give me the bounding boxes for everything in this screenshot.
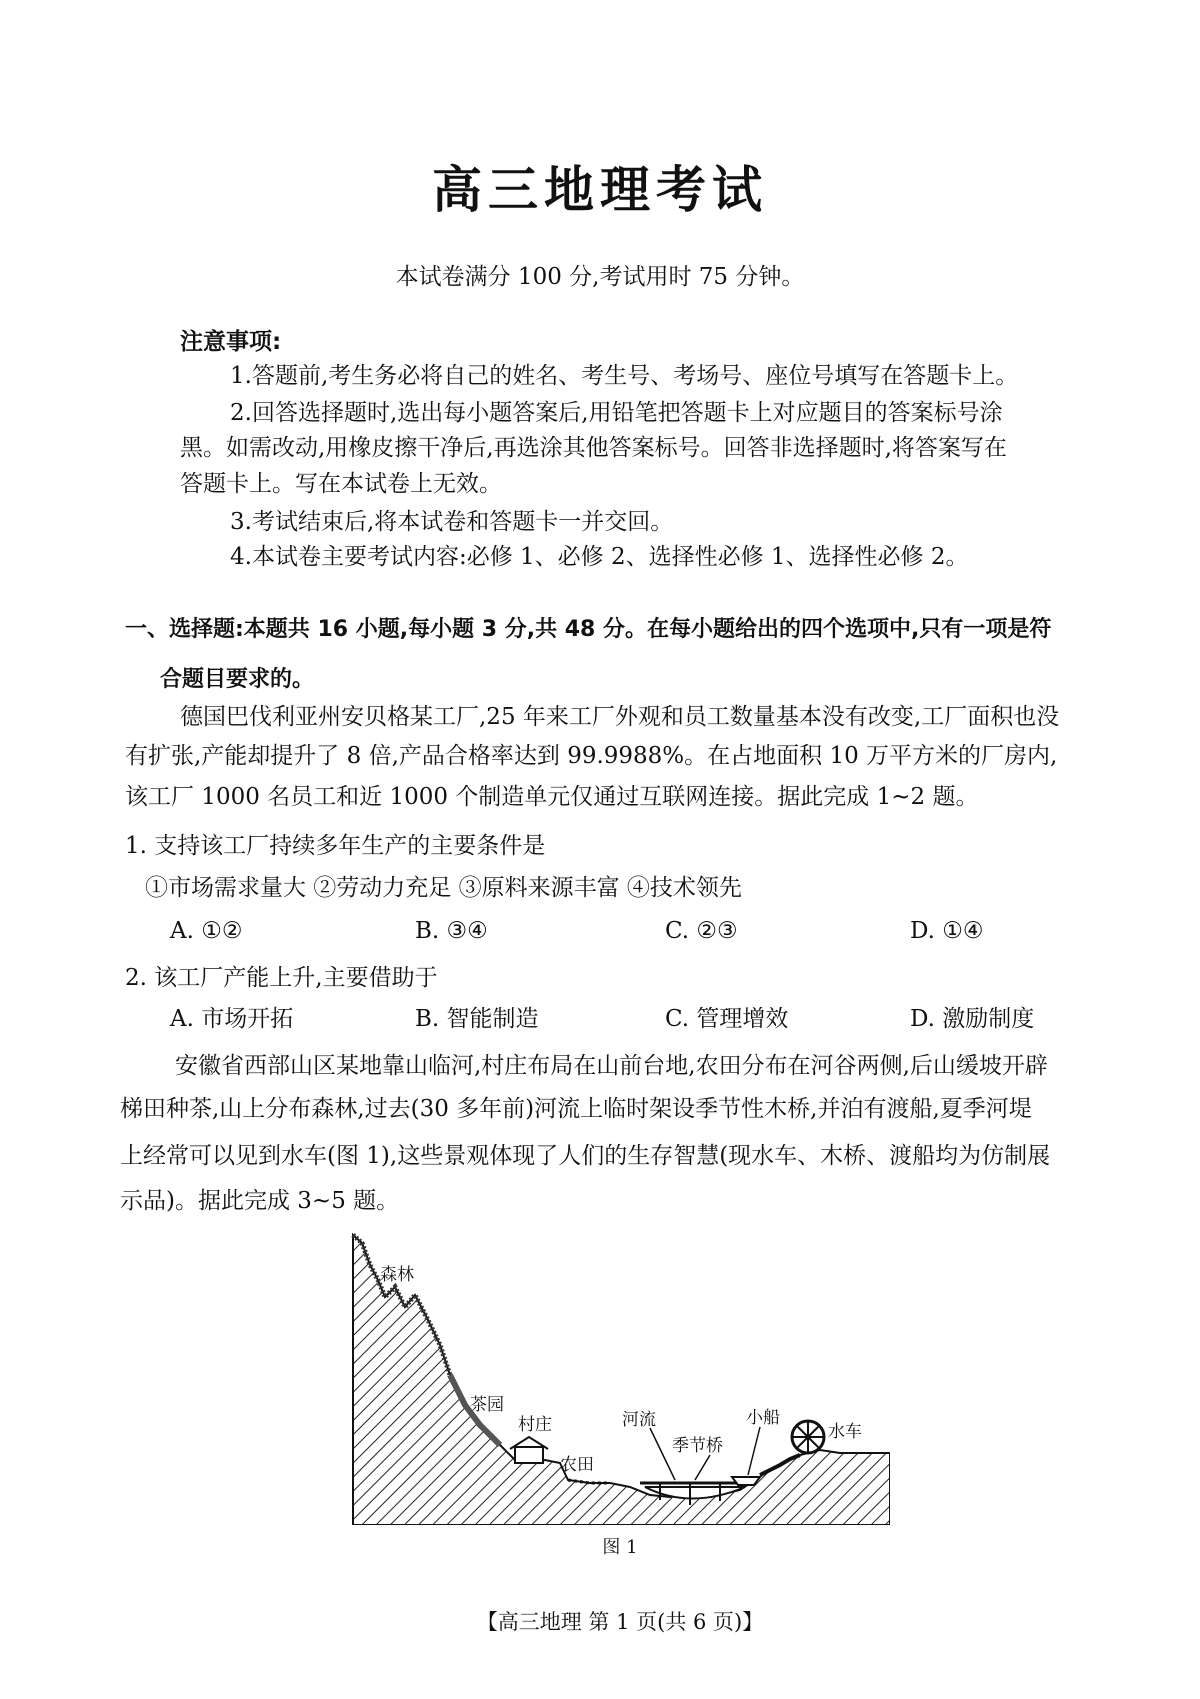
- section-heading-cont: 合题目要求的。: [160, 667, 315, 692]
- exam-subtitle: 本试卷满分 100 分,考试用时 75 分钟。: [395, 264, 805, 290]
- passage-line: 梯田种茶,山上分布森林,过去(30 多年前)河流上临时架设季节性木桥,并泊有渡船,夏季河堤: [120, 1096, 1032, 1122]
- passage-line: 上经常可以见到水车(图 1),这些景观体现了人们的生存智慧(现水车、木桥、渡船均为仿制展: [120, 1143, 1051, 1169]
- boat-icon: [732, 1477, 760, 1485]
- page-title: 高三地理考试: [432, 161, 768, 219]
- option-b: B. ③④: [415, 918, 488, 944]
- section-heading: 一、选择题:本题共 16 小题,每小题 3 分,共 48 分。在每小题给出的四个选项中,只有一项是符: [125, 617, 1052, 642]
- option-a: A. ①②: [170, 918, 243, 944]
- village-house-icon: [510, 1437, 548, 1463]
- label-bridge: 季节桥: [672, 1436, 723, 1456]
- notice-line: 1.答题前,考生务必将自己的姓名、考生号、考场号、座位号填写在答题卡上。: [230, 363, 1019, 389]
- figure-caption: 图 1: [602, 1537, 638, 1558]
- waterwheel-icon: [792, 1421, 824, 1453]
- passage-line: 该工厂 1000 名员工和近 1000 个制造单元仅通过互联网连接。据此完成 1~2 题。: [125, 784, 979, 810]
- option-b: B. 智能制造: [415, 1006, 539, 1032]
- question-stem: 1. 支持该工厂持续多年生产的主要条件是: [125, 833, 546, 859]
- passage-line: 示品)。据此完成 3~5 题。: [120, 1188, 400, 1214]
- label-tea: 茶园: [470, 1395, 504, 1415]
- label-waterwheel: 水车: [828, 1422, 862, 1442]
- option-d: D. 激励制度: [910, 1006, 1035, 1032]
- option-a: A. 市场开拓: [170, 1006, 294, 1032]
- notice-line: 4.本试卷主要考试内容:必修 1、必修 2、选择性必修 1、选择性必修 2。: [230, 544, 969, 570]
- figure-1: [350, 1225, 890, 1525]
- notice-line: 答题卡上。写在本试卷上无效。: [180, 471, 502, 497]
- option-c: C. 管理增效: [665, 1006, 789, 1032]
- label-river: 河流: [622, 1410, 656, 1430]
- page-footer: 【高三地理 第 1 页(共 6 页)】: [476, 1610, 764, 1634]
- label-forest: 森林: [380, 1265, 414, 1285]
- option-d: D. ①④: [910, 918, 984, 944]
- landscape-diagram: [350, 1225, 890, 1525]
- terrain-section: [353, 1235, 890, 1525]
- notice-heading: 注意事项:: [180, 329, 282, 355]
- notice-line: 黑。如需改动,用橡皮擦干净后,再选涂其他答案标号。回答非选择题时,将答案写在: [180, 435, 1007, 461]
- question-items: ①市场需求量大 ②劳动力充足 ③原料来源丰富 ④技术领先: [145, 875, 742, 901]
- passage-line: 有扩张,产能却提升了 8 倍,产品合格率达到 99.9988%。在占地面积 10 万平方米的厂房内,: [125, 743, 1058, 769]
- passage-line: 德国巴伐利亚州安贝格某工厂,25 年来工厂外观和员工数量基本没有改变,工厂面积也没: [180, 704, 1060, 730]
- notice-line: 2.回答选择题时,选出每小题答案后,用铅笔把答题卡上对应题目的答案标号涂: [230, 400, 1003, 426]
- label-boat: 小船: [746, 1408, 780, 1428]
- label-farmland: 农田: [560, 1455, 594, 1475]
- passage-line: 安徽省西部山区某地靠山临河,村庄布局在山前台地,农田分布在河谷两侧,后山缓坡开辟: [175, 1053, 1048, 1079]
- question-stem: 2. 该工厂产能上升,主要借助于: [125, 965, 438, 991]
- label-village: 村庄: [518, 1415, 552, 1435]
- notice-line: 3.考试结束后,将本试卷和答题卡一并交回。: [230, 509, 674, 535]
- option-c: C. ②③: [665, 918, 738, 944]
